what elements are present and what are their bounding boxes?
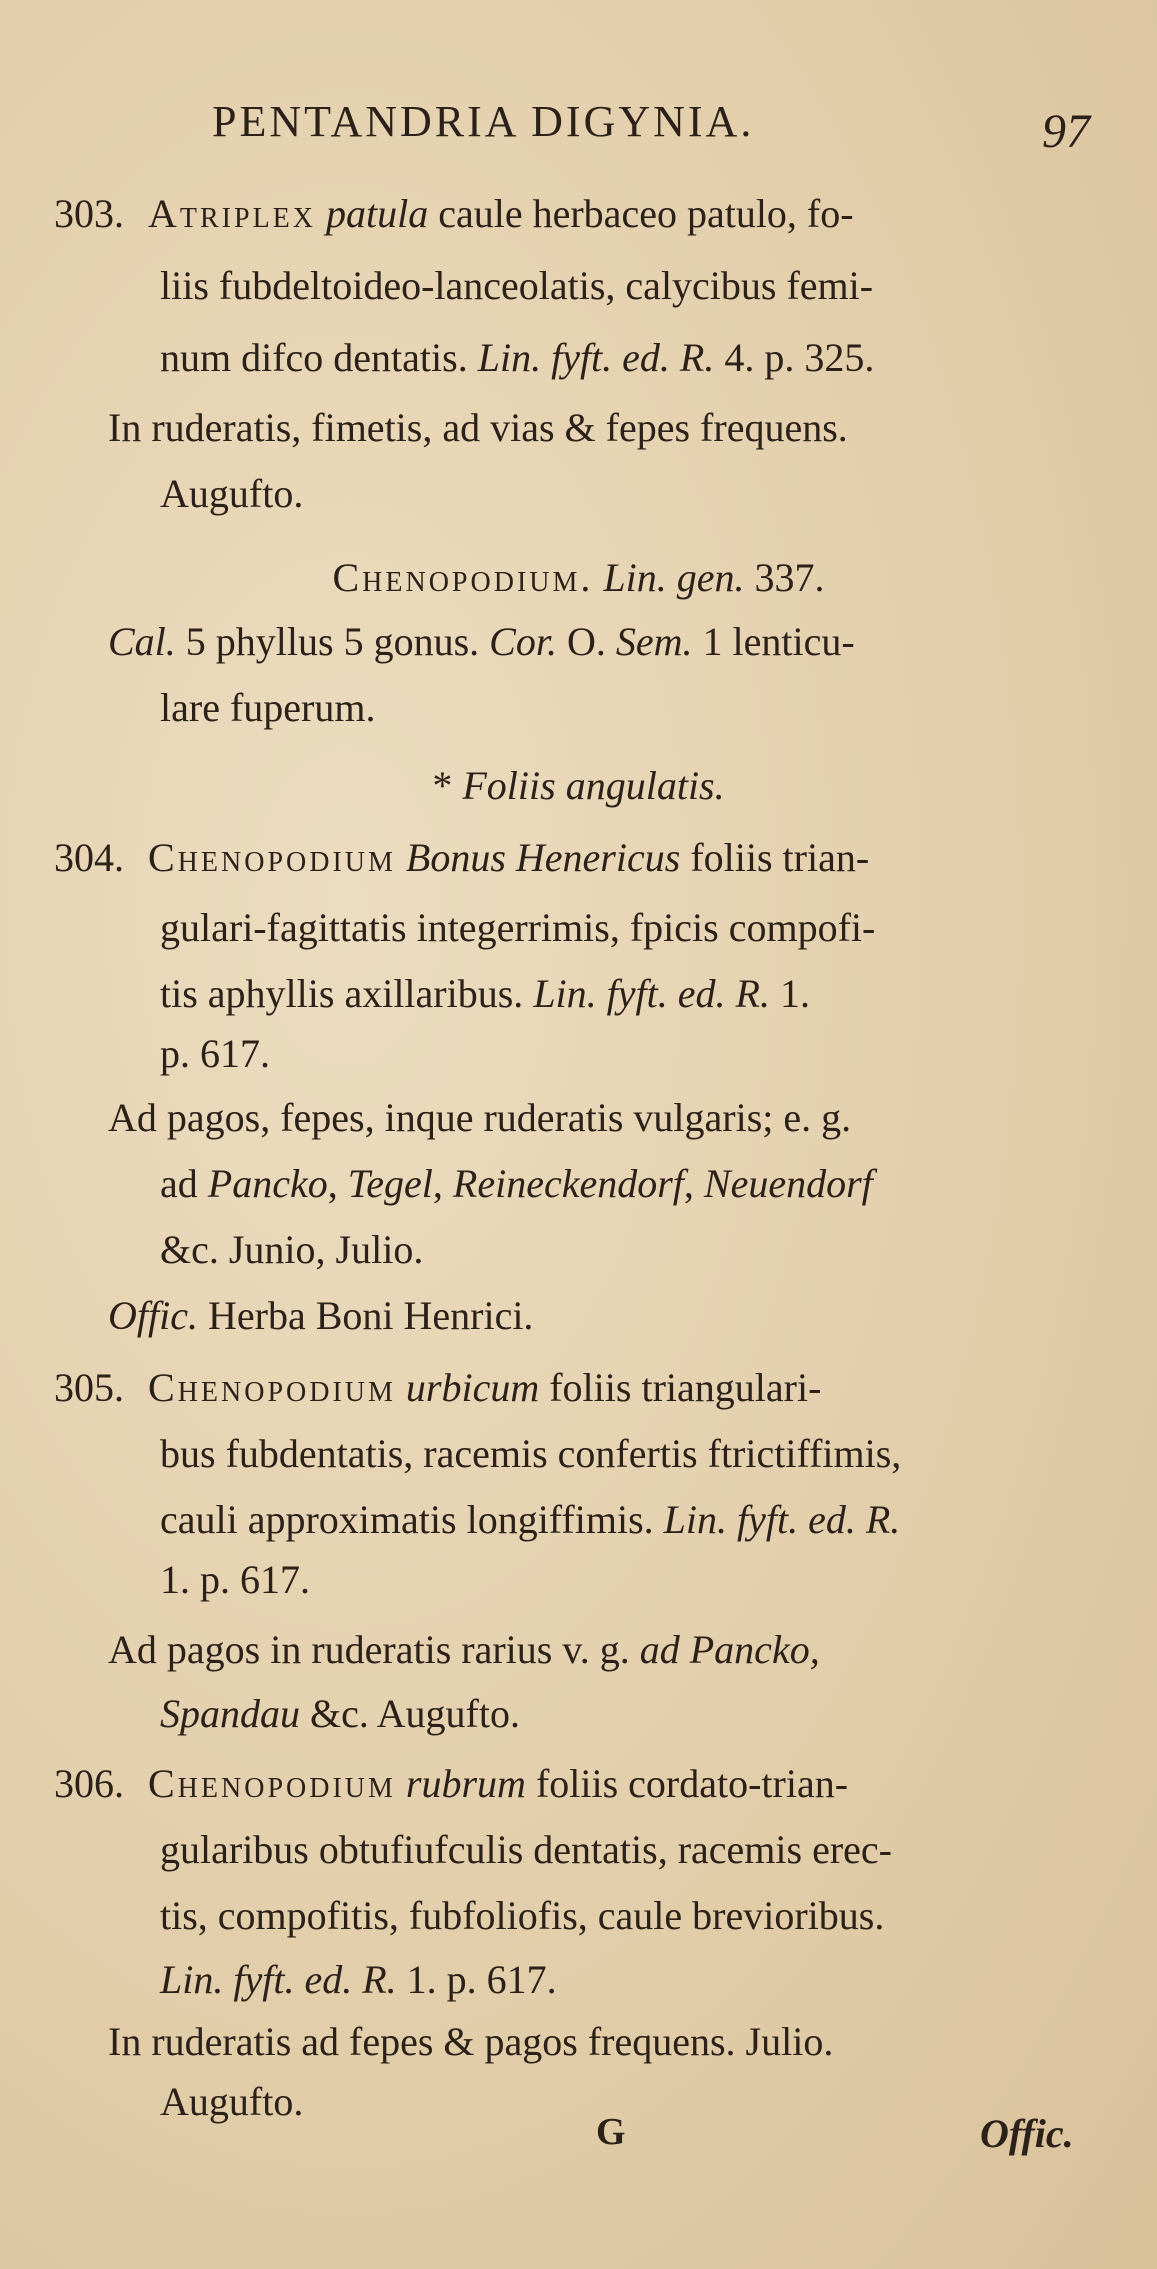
description-text: foliis cordato-trian- [535, 1761, 849, 1806]
reference: Lin. fyft. ed. R. [533, 971, 770, 1016]
genus-name: Chenopodium [148, 835, 396, 880]
entry-305-month [160, 1690, 520, 1738]
genus-heading-name: Chenopodium. [332, 555, 594, 600]
running-title: PENTANDRIA DIGYNIA. [212, 97, 755, 146]
entry-305-line-2: bus fubdentatis, racemis confertis ftrictiffimis, [160, 1431, 902, 1476]
genus-name: Chenopodium [148, 1365, 396, 1410]
entry-306-line-2: gularibus obtufiufculis dentatis, racemis erec- [160, 1827, 892, 1872]
entry-303-habitat: In ruderatis, fimetis, ad vias & fepes frequens. [108, 405, 848, 450]
catchword: Offic. [980, 2111, 1074, 2156]
entry-305-line-1 [54, 1364, 821, 1412]
entry-304-line-3 [160, 970, 810, 1018]
genus-heading-num: 337. [754, 555, 825, 600]
entry-number: 305. [54, 1365, 124, 1410]
place-name: Neuendorf [703, 1161, 873, 1206]
description-text: foliis triangulari- [549, 1365, 822, 1410]
officinal-label: Offic. [108, 1293, 198, 1338]
genus-characters-line-2: lare fuperum. [160, 685, 376, 730]
description-text: num difco dentatis. [160, 335, 468, 380]
entry-number: 303. [54, 191, 124, 236]
reference: Lin. fyft. ed. R. [477, 335, 715, 380]
entry-304-habitat: Ad pagos, fepes, inque ruderatis vulgaris; e. g. [108, 1095, 852, 1140]
entry-304-places: ad Pancko, Tegel, Reineckendorf, Neuendorf [160, 1161, 873, 1206]
cal-text: 5 phyllus 5 gonus. [185, 619, 480, 664]
reference-page: 4. p. 325. [724, 335, 875, 380]
reference-volume: 1. [779, 971, 810, 1016]
species-name: urbicum [405, 1365, 540, 1410]
preposition: ad [639, 1627, 680, 1672]
signature-mark: G [596, 2111, 626, 2153]
officinal-text: Herba Boni Henrici. [207, 1293, 534, 1338]
description-text: foliis trian- [690, 835, 870, 880]
description-text: cauli approximatis longiffimis. [160, 1497, 654, 1542]
cor-text: O. [566, 619, 606, 664]
entry-303-month: Augufto. [160, 471, 304, 516]
sem-text: 1 lenticu- [702, 619, 855, 664]
description-text: tis aphyllis axillaribus. [160, 971, 524, 1016]
page-footer [0, 2110, 1157, 2170]
place-name: Pancko [207, 1161, 328, 1206]
section-heading [0, 762, 1157, 810]
cal-label: Cal. [108, 619, 176, 664]
genus-heading-ref: Lin. gen. [603, 555, 745, 600]
species-name: rubrum [405, 1761, 526, 1806]
entry-305-line-3 [160, 1496, 900, 1544]
entry-304-line-2: gulari-fagittatis integerrimis, fpicis compofi- [160, 905, 876, 950]
page-number: 97 [1042, 105, 1090, 158]
cor-label: Cor. [489, 619, 557, 664]
genus-heading [0, 554, 1157, 602]
page-header [0, 96, 1157, 156]
entry-number: 306. [54, 1761, 124, 1806]
entry-306-habitat: In ruderatis ad fepes & pagos frequens. Julio. [108, 2019, 834, 2064]
place-name: Tegel [347, 1161, 433, 1206]
place-name: Pancko, [689, 1627, 820, 1672]
asterisk: * [432, 763, 453, 808]
section-title: Foliis angulatis. [462, 763, 725, 808]
entry-303-line-1 [54, 190, 854, 238]
month-text: &c. Augufto. [310, 1691, 520, 1736]
reference: Lin. fyft. ed. R. [663, 1497, 901, 1542]
description-text: caule herbaceo patulo, fo- [438, 191, 854, 236]
sem-label: Sem. [615, 619, 693, 664]
entry-306-month: Augufto. [160, 2079, 304, 2124]
species-name: patula [326, 191, 429, 236]
entry-305-habitat [108, 1626, 820, 1674]
place-name: Spandau [160, 1691, 300, 1736]
entry-303-line-2: liis fubdeltoideo-lanceolatis, calycibus femi- [160, 263, 874, 308]
entry-304-officinal [108, 1292, 533, 1340]
reference: Lin. fyft. ed. R. [160, 1957, 397, 2002]
entry-306-line-4 [160, 1956, 557, 2004]
place-name: Reineckendorf [452, 1161, 684, 1206]
genus-name: Chenopodium [148, 1761, 396, 1806]
entry-306-line-1 [54, 1760, 848, 1808]
habitat-text: Ad pagos in ruderatis rarius v. g. [108, 1627, 630, 1672]
species-name: Bonus Henericus [405, 835, 681, 880]
preposition: ad [160, 1161, 198, 1206]
entry-306-line-3: tis, compofitis, fubfoliofis, caule brevioribus. [160, 1893, 885, 1938]
entry-304-month: &c. Junio, Julio. [160, 1227, 424, 1272]
reference-page: 1. p. 617. [406, 1957, 557, 2002]
genus-characters-line-1 [108, 618, 855, 666]
entry-304-line-4: p. 617. [160, 1031, 270, 1076]
entry-304-line-1 [54, 834, 869, 882]
entry-305-line-4: 1. p. 617. [160, 1557, 310, 1602]
genus-name: Atriplex [148, 191, 316, 236]
entry-303-line-3 [160, 334, 874, 382]
entry-number: 304. [54, 835, 124, 880]
